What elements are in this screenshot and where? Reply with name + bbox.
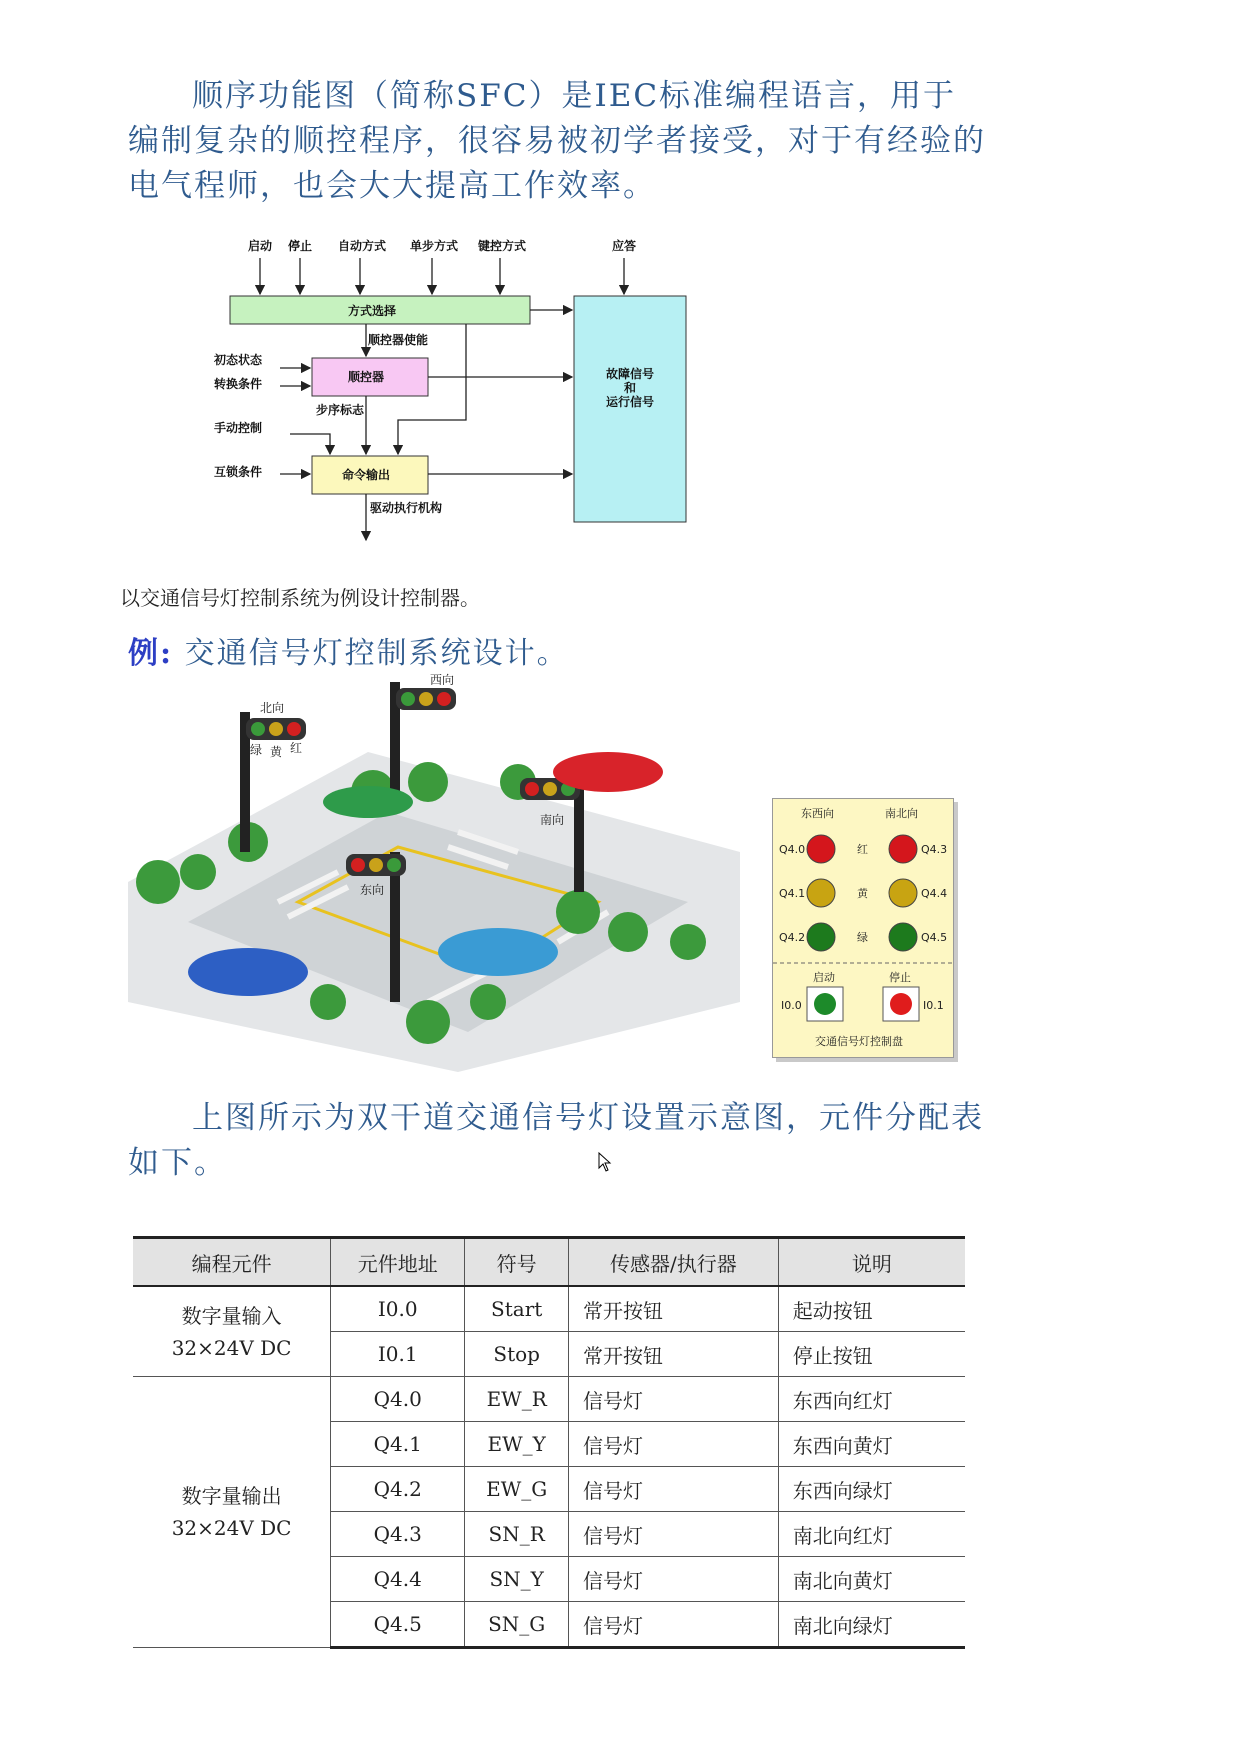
device-cell: 信号灯 bbox=[569, 1557, 779, 1602]
light-yellow-label: 黄 bbox=[270, 745, 283, 759]
description-cell: 东西向红灯 bbox=[778, 1377, 965, 1422]
component-allocation-table bbox=[133, 1236, 965, 1649]
panel-left-address: Q4.2 bbox=[779, 931, 806, 944]
command-output-label: 命令输出 bbox=[342, 468, 391, 482]
header-cell: 符号 bbox=[465, 1238, 569, 1287]
symbol-cell: EW_Y bbox=[465, 1422, 569, 1467]
description-cell: 东西向黄灯 bbox=[778, 1422, 965, 1467]
description-cell: 南北向绿灯 bbox=[778, 1602, 965, 1648]
description-cell: 南北向红灯 bbox=[778, 1512, 965, 1557]
step-flag-label: 步序标志 bbox=[316, 403, 365, 417]
sequencer-enable-label: 顺控器使能 bbox=[368, 333, 429, 347]
input-label: 停止 bbox=[288, 239, 313, 253]
panel-color-label: 黄 bbox=[857, 887, 868, 900]
panel-left-address: Q4.0 bbox=[779, 843, 806, 856]
start-address: I0.0 bbox=[781, 999, 802, 1012]
stop-address: I0.1 bbox=[923, 999, 944, 1012]
north-label: 北向 bbox=[260, 701, 285, 715]
device-cell: 信号灯 bbox=[569, 1377, 779, 1422]
caption-text: 以交通信号灯控制系统为例设计控制器。 bbox=[120, 586, 480, 610]
address-cell: Q4.1 bbox=[331, 1422, 465, 1467]
mode-select-label: 方式选择 bbox=[348, 304, 397, 318]
header-cell: 元件地址 bbox=[331, 1238, 465, 1287]
address-cell: Q4.2 bbox=[331, 1467, 465, 1512]
device-cell: 信号灯 bbox=[569, 1422, 779, 1467]
example-text: 交通信号灯控制系统设计。 bbox=[184, 636, 569, 671]
description-cell: 东西向绿灯 bbox=[778, 1467, 965, 1512]
device-cell: 常开按钮 bbox=[569, 1332, 779, 1377]
east-label: 东向 bbox=[360, 883, 385, 897]
header-cell: 传感器/执行器 bbox=[569, 1238, 779, 1287]
panel-left-address: Q4.1 bbox=[779, 887, 806, 900]
ack-label: 应答 bbox=[612, 239, 637, 253]
description-cell: 停止按钮 bbox=[778, 1332, 965, 1377]
device-cell: 信号灯 bbox=[569, 1602, 779, 1648]
transition-cond-label: 转换条件 bbox=[214, 377, 263, 391]
symbol-cell: Stop bbox=[465, 1332, 569, 1377]
symbol-cell: EW_G bbox=[465, 1467, 569, 1512]
fault-run-box bbox=[574, 296, 686, 522]
table-row bbox=[133, 1377, 965, 1422]
address-cell: Q4.3 bbox=[331, 1512, 465, 1557]
input-label: 自动方式 bbox=[338, 239, 387, 253]
fault-signal-label: 故障信号 bbox=[606, 367, 655, 381]
sn-signal-lamp bbox=[889, 835, 917, 863]
west-label: 西向 bbox=[430, 673, 455, 687]
address-cell: Q4.0 bbox=[331, 1377, 465, 1422]
sfc-block-diagram bbox=[214, 234, 770, 554]
description-cell: 起动按钮 bbox=[778, 1286, 965, 1332]
address-cell: Q4.4 bbox=[331, 1557, 465, 1602]
traffic-control-panel bbox=[772, 798, 954, 1058]
symbol-cell: SN_R bbox=[465, 1512, 569, 1557]
start-label: 启动 bbox=[813, 971, 835, 984]
device-cell: 常开按钮 bbox=[569, 1286, 779, 1332]
panel-title: 交通信号灯控制盘 bbox=[815, 1035, 903, 1048]
group-line: 数字量输入 bbox=[181, 1303, 282, 1328]
table-header-row bbox=[133, 1238, 965, 1287]
interlock-label: 互锁条件 bbox=[214, 465, 263, 479]
sn-signal-lamp bbox=[889, 923, 917, 951]
start-button-lamp bbox=[814, 993, 836, 1015]
symbol-cell: EW_R bbox=[465, 1377, 569, 1422]
panel-ew-label: 东西向 bbox=[801, 807, 834, 820]
group-line: 32×24V DC bbox=[171, 1516, 292, 1540]
panel-right-address: Q4.4 bbox=[921, 887, 948, 900]
device-cell: 信号灯 bbox=[569, 1467, 779, 1512]
symbol-cell: SN_G bbox=[465, 1602, 569, 1648]
ew-signal-lamp bbox=[807, 923, 835, 951]
ew-signal-lamp bbox=[807, 835, 835, 863]
example-heading bbox=[128, 628, 569, 672]
input-label: 键控方式 bbox=[478, 239, 527, 253]
group-cell bbox=[133, 1286, 331, 1377]
intro-paragraph: 顺序功能图（简称SFC）是IEC标准编程语言，用于编制复杂的顺控程序，很容易被初学者接受，对于有经验的电气程师，也会大大提高工作效率。 bbox=[128, 78, 986, 204]
light-green-label: 绿 bbox=[250, 743, 263, 757]
table-row bbox=[133, 1286, 965, 1332]
stop-label: 停止 bbox=[889, 971, 911, 984]
panel-color-label: 绿 bbox=[857, 931, 868, 944]
ew-signal-lamp bbox=[807, 879, 835, 907]
address-cell: Q4.5 bbox=[331, 1602, 465, 1648]
input-label: 启动 bbox=[248, 239, 273, 253]
panel-right-address: Q4.3 bbox=[921, 843, 948, 856]
drive-label: 驱动执行机构 bbox=[370, 501, 443, 515]
stop-button-lamp bbox=[890, 993, 912, 1015]
input-label: 单步方式 bbox=[410, 239, 459, 253]
header-cell: 说明 bbox=[778, 1238, 965, 1287]
panel-color-label: 红 bbox=[857, 843, 868, 856]
address-cell: I0.0 bbox=[331, 1286, 465, 1332]
header-cell: 编程元件 bbox=[133, 1238, 331, 1287]
panel-sn-label: 南北向 bbox=[885, 807, 918, 820]
manual-control-label: 手动控制 bbox=[214, 421, 263, 435]
group-cell bbox=[133, 1377, 331, 1648]
run-signal-label: 运行信号 bbox=[606, 395, 655, 409]
address-cell: I0.1 bbox=[331, 1332, 465, 1377]
sequencer-label: 顺控器 bbox=[348, 370, 385, 384]
light-red-label: 红 bbox=[290, 741, 303, 755]
mouse-cursor-icon bbox=[598, 1152, 612, 1176]
device-cell: 信号灯 bbox=[569, 1512, 779, 1557]
panel-right-address: Q4.5 bbox=[921, 931, 948, 944]
figure-description: 上图所示为双干道交通信号灯设置示意图，元件分配表如下。 bbox=[128, 1100, 984, 1181]
symbol-cell: SN_Y bbox=[465, 1557, 569, 1602]
intersection-illustration bbox=[128, 672, 740, 1072]
symbol-cell: Start bbox=[465, 1286, 569, 1332]
description-cell: 南北向黄灯 bbox=[778, 1557, 965, 1602]
sn-signal-lamp bbox=[889, 879, 917, 907]
south-label: 南向 bbox=[540, 813, 565, 827]
example-label: 例: bbox=[128, 636, 174, 671]
group-line: 数字量输出 bbox=[181, 1484, 282, 1508]
initial-state-label: 初态状态 bbox=[214, 353, 263, 367]
group-line: 32×24V DC bbox=[171, 1335, 292, 1360]
and-label: 和 bbox=[624, 381, 637, 395]
